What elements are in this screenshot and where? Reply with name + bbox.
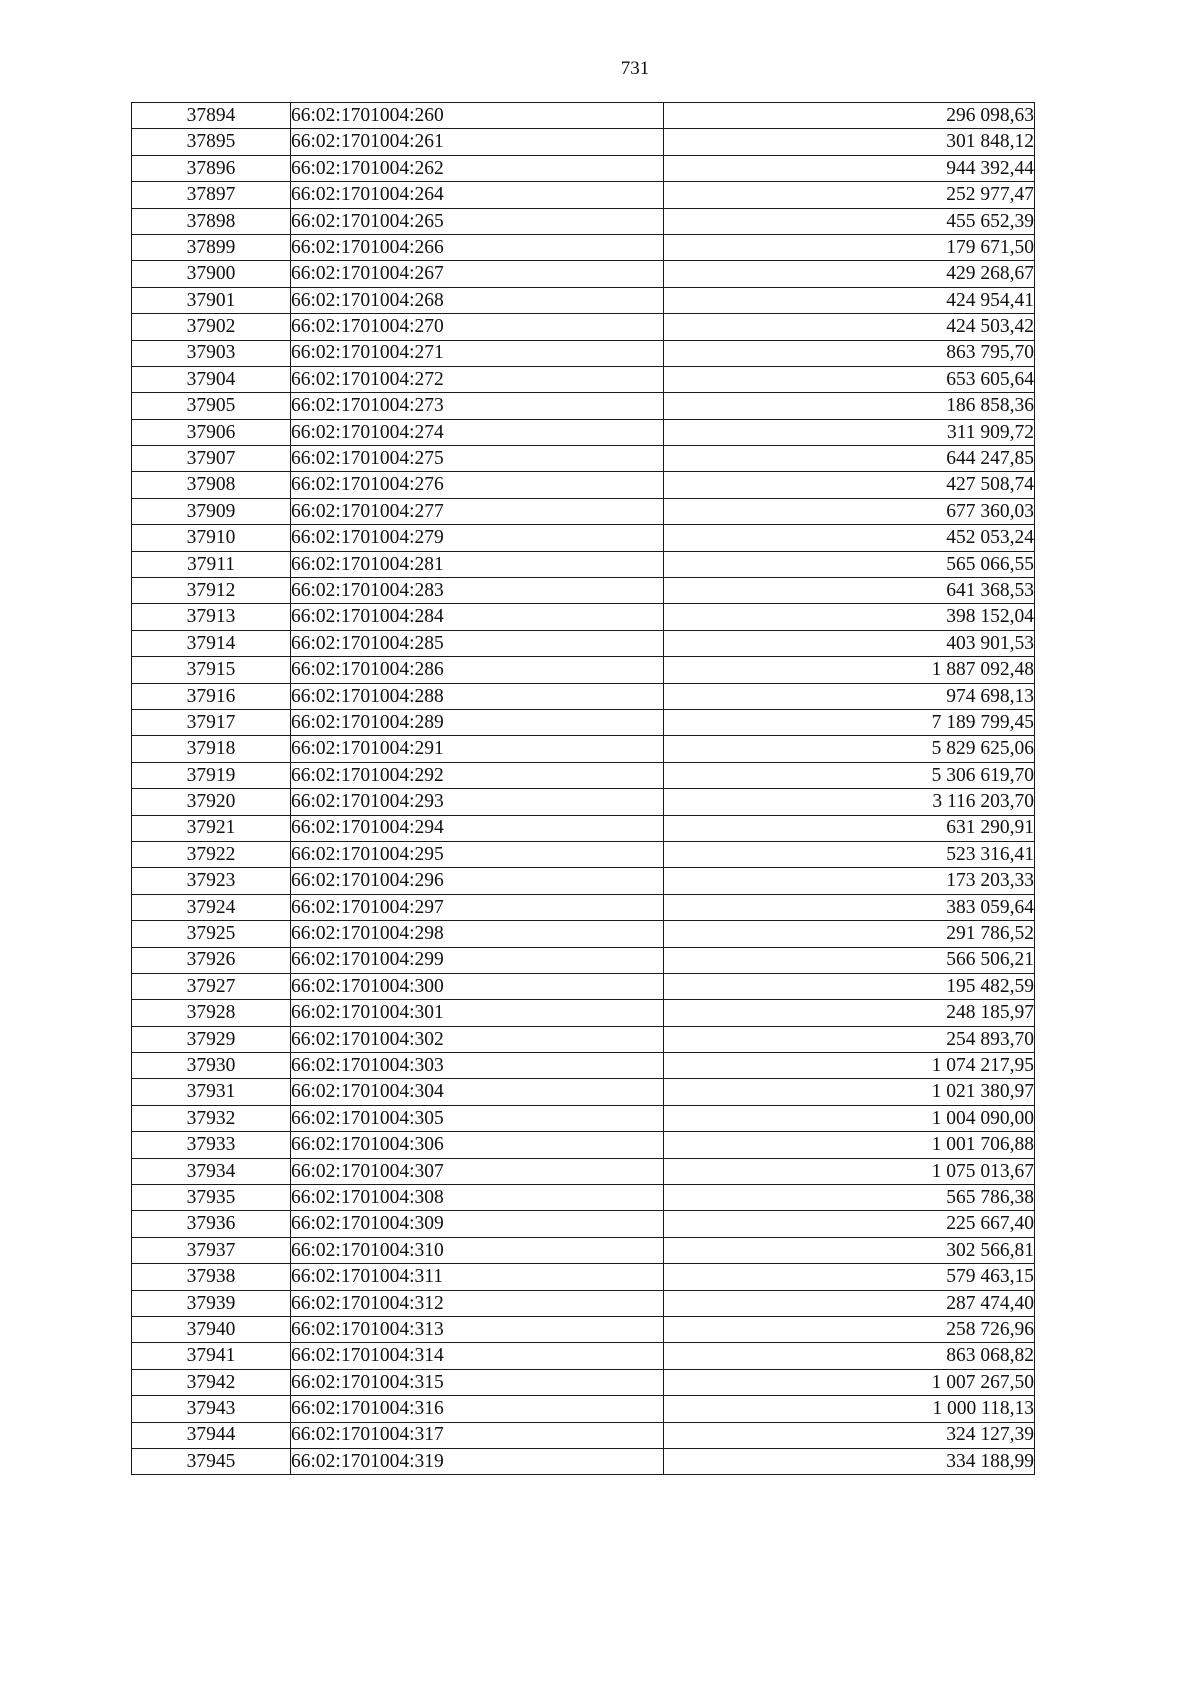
- row-number-cell: 37932: [132, 1105, 291, 1131]
- table-row: [132, 1000, 1035, 1026]
- row-number-cell: 37914: [132, 630, 291, 656]
- cadastral-number-cell: 66:02:1701004:260: [291, 103, 664, 129]
- cadastral-number-cell: 66:02:1701004:315: [291, 1369, 664, 1395]
- row-number-cell: 37939: [132, 1290, 291, 1316]
- table-row: [132, 1290, 1035, 1316]
- cadastral-number-cell: 66:02:1701004:286: [291, 657, 664, 683]
- cadastral-value-cell: 5 306 619,70: [664, 762, 1035, 788]
- cadastral-value-cell: 424 503,42: [664, 314, 1035, 340]
- cadastral-value-cell: 179 671,50: [664, 234, 1035, 260]
- cadastral-number-cell: 66:02:1701004:268: [291, 287, 664, 313]
- row-number-cell: 37942: [132, 1369, 291, 1395]
- table-row: [132, 815, 1035, 841]
- cadastral-number-cell: 66:02:1701004:262: [291, 155, 664, 181]
- cadastral-number-cell: 66:02:1701004:272: [291, 366, 664, 392]
- table-row: [132, 208, 1035, 234]
- cadastral-number-cell: 66:02:1701004:277: [291, 498, 664, 524]
- row-number-cell: 37944: [132, 1422, 291, 1448]
- table-row: [132, 1053, 1035, 1079]
- cadastral-value-cell: 383 059,64: [664, 894, 1035, 920]
- cadastral-value-cell: 429 268,67: [664, 261, 1035, 287]
- row-number-cell: 37912: [132, 578, 291, 604]
- row-number-cell: 37897: [132, 182, 291, 208]
- cadastral-number-cell: 66:02:1701004:288: [291, 683, 664, 709]
- cadastral-number-cell: 66:02:1701004:279: [291, 525, 664, 551]
- cadastral-value-cell: 186 858,36: [664, 393, 1035, 419]
- cadastral-number-cell: 66:02:1701004:294: [291, 815, 664, 841]
- table-row: [132, 630, 1035, 656]
- row-number-cell: 37921: [132, 815, 291, 841]
- row-number-cell: 37916: [132, 683, 291, 709]
- cadastral-number-cell: 66:02:1701004:265: [291, 208, 664, 234]
- cadastral-number-cell: 66:02:1701004:299: [291, 947, 664, 973]
- cadastral-number-cell: 66:02:1701004:313: [291, 1316, 664, 1342]
- table-row: [132, 578, 1035, 604]
- cadastral-value-cell: 225 667,40: [664, 1211, 1035, 1237]
- cadastral-value-cell: 398 152,04: [664, 604, 1035, 630]
- cadastral-value-cell: 1 001 706,88: [664, 1132, 1035, 1158]
- table-row: [132, 1316, 1035, 1342]
- table-row: [132, 604, 1035, 630]
- cadastral-number-cell: 66:02:1701004:276: [291, 472, 664, 498]
- table-row: [132, 709, 1035, 735]
- cadastral-value-cell: 565 786,38: [664, 1185, 1035, 1211]
- cadastral-value-cell: 523 316,41: [664, 841, 1035, 867]
- row-number-cell: 37935: [132, 1185, 291, 1211]
- row-number-cell: 37940: [132, 1316, 291, 1342]
- cadastral-number-cell: 66:02:1701004:296: [291, 868, 664, 894]
- table-row: [132, 287, 1035, 313]
- cadastral-value-cell: 579 463,15: [664, 1264, 1035, 1290]
- cadastral-value-cell: 302 566,81: [664, 1237, 1035, 1263]
- cadastral-number-cell: 66:02:1701004:308: [291, 1185, 664, 1211]
- row-number-cell: 37906: [132, 419, 291, 445]
- cadastral-value-cell: 1 075 013,67: [664, 1158, 1035, 1184]
- cadastral-value-cell: 677 360,03: [664, 498, 1035, 524]
- cadastral-value-cell: 863 795,70: [664, 340, 1035, 366]
- cadastral-value-cell: 324 127,39: [664, 1422, 1035, 1448]
- cadastral-number-cell: 66:02:1701004:303: [291, 1053, 664, 1079]
- row-number-cell: 37909: [132, 498, 291, 524]
- cadastral-number-cell: 66:02:1701004:310: [291, 1237, 664, 1263]
- cadastral-number-cell: 66:02:1701004:295: [291, 841, 664, 867]
- table-row: [132, 736, 1035, 762]
- table-row: [132, 868, 1035, 894]
- cadastral-value-cell: 1 074 217,95: [664, 1053, 1035, 1079]
- table-row: [132, 657, 1035, 683]
- table-row: [132, 314, 1035, 340]
- row-number-cell: 37925: [132, 921, 291, 947]
- cadastral-value-cell: 565 066,55: [664, 551, 1035, 577]
- cadastral-value-cell: 1 021 380,97: [664, 1079, 1035, 1105]
- table-row: [132, 1211, 1035, 1237]
- row-number-cell: 37929: [132, 1026, 291, 1052]
- cadastral-value-cell: 296 098,63: [664, 103, 1035, 129]
- row-number-cell: 37933: [132, 1132, 291, 1158]
- cadastral-number-cell: 66:02:1701004:285: [291, 630, 664, 656]
- table-row: [132, 1396, 1035, 1422]
- cadastral-number-cell: 66:02:1701004:304: [291, 1079, 664, 1105]
- table-row: [132, 498, 1035, 524]
- cadastral-value-cell: 566 506,21: [664, 947, 1035, 973]
- row-number-cell: 37898: [132, 208, 291, 234]
- row-number-cell: 37896: [132, 155, 291, 181]
- table-row: [132, 182, 1035, 208]
- row-number-cell: 37899: [132, 234, 291, 260]
- row-number-cell: 37915: [132, 657, 291, 683]
- row-number-cell: 37904: [132, 366, 291, 392]
- row-number-cell: 37923: [132, 868, 291, 894]
- row-number-cell: 37920: [132, 789, 291, 815]
- cadastral-value-cell: 258 726,96: [664, 1316, 1035, 1342]
- cadastral-number-cell: 66:02:1701004:300: [291, 973, 664, 999]
- cadastral-value-cell: 1 004 090,00: [664, 1105, 1035, 1131]
- cadastral-number-cell: 66:02:1701004:281: [291, 551, 664, 577]
- cadastral-value-cell: 455 652,39: [664, 208, 1035, 234]
- table-row: [132, 1105, 1035, 1131]
- cadastral-value-cell: 248 185,97: [664, 1000, 1035, 1026]
- cadastral-number-cell: 66:02:1701004:309: [291, 1211, 664, 1237]
- row-number-cell: 37943: [132, 1396, 291, 1422]
- cadastral-number-cell: 66:02:1701004:316: [291, 1396, 664, 1422]
- cadastral-number-cell: 66:02:1701004:292: [291, 762, 664, 788]
- row-number-cell: 37911: [132, 551, 291, 577]
- row-number-cell: 37901: [132, 287, 291, 313]
- cadastral-number-cell: 66:02:1701004:271: [291, 340, 664, 366]
- cadastral-number-cell: 66:02:1701004:312: [291, 1290, 664, 1316]
- table-row: [132, 551, 1035, 577]
- table-row: [132, 366, 1035, 392]
- row-number-cell: 37917: [132, 709, 291, 735]
- cadastral-number-cell: 66:02:1701004:264: [291, 182, 664, 208]
- row-number-cell: 37937: [132, 1237, 291, 1263]
- table-row: [132, 261, 1035, 287]
- table-row: [132, 1422, 1035, 1448]
- cadastral-value-cell: 427 508,74: [664, 472, 1035, 498]
- cadastral-value-cell: 173 203,33: [664, 868, 1035, 894]
- table-row: [132, 525, 1035, 551]
- cadastral-number-cell: 66:02:1701004:291: [291, 736, 664, 762]
- cadastral-value-cell: 1 887 092,48: [664, 657, 1035, 683]
- table-row: [132, 419, 1035, 445]
- row-number-cell: 37931: [132, 1079, 291, 1105]
- table-row: [132, 129, 1035, 155]
- row-number-cell: 37908: [132, 472, 291, 498]
- table-row: [132, 1079, 1035, 1105]
- table-row: [132, 1448, 1035, 1474]
- row-number-cell: 37902: [132, 314, 291, 340]
- cadastral-value-cell: 641 368,53: [664, 578, 1035, 604]
- row-number-cell: 37894: [132, 103, 291, 129]
- row-number-cell: 37919: [132, 762, 291, 788]
- cadastral-number-cell: 66:02:1701004:283: [291, 578, 664, 604]
- cadastral-number-cell: 66:02:1701004:305: [291, 1105, 664, 1131]
- cadastral-value-cell: 252 977,47: [664, 182, 1035, 208]
- row-number-cell: 37927: [132, 973, 291, 999]
- row-number-cell: 37918: [132, 736, 291, 762]
- cadastral-number-cell: 66:02:1701004:297: [291, 894, 664, 920]
- table-row: [132, 1237, 1035, 1263]
- cadastral-value-cell: 7 189 799,45: [664, 709, 1035, 735]
- cadastral-number-cell: 66:02:1701004:293: [291, 789, 664, 815]
- cadastral-value-cell: 287 474,40: [664, 1290, 1035, 1316]
- row-number-cell: 37924: [132, 894, 291, 920]
- row-number-cell: 37895: [132, 129, 291, 155]
- row-number-cell: 37938: [132, 1264, 291, 1290]
- table-row: [132, 1185, 1035, 1211]
- cadastral-value-cell: 5 829 625,06: [664, 736, 1035, 762]
- cadastral-number-cell: 66:02:1701004:267: [291, 261, 664, 287]
- cadastral-value-cell: 1 007 267,50: [664, 1369, 1035, 1395]
- cadastral-number-cell: 66:02:1701004:314: [291, 1343, 664, 1369]
- cadastral-number-cell: 66:02:1701004:298: [291, 921, 664, 947]
- cadastral-value-cell: 644 247,85: [664, 446, 1035, 472]
- row-number-cell: 37926: [132, 947, 291, 973]
- table-row: [132, 446, 1035, 472]
- cadastral-number-cell: 66:02:1701004:273: [291, 393, 664, 419]
- cadastral-number-cell: 66:02:1701004:302: [291, 1026, 664, 1052]
- cadastral-value-cell: 291 786,52: [664, 921, 1035, 947]
- cadastral-value-table: [131, 102, 1035, 1475]
- row-number-cell: 37936: [132, 1211, 291, 1237]
- cadastral-value-cell: 653 605,64: [664, 366, 1035, 392]
- table-row: [132, 894, 1035, 920]
- cadastral-number-cell: 66:02:1701004:301: [291, 1000, 664, 1026]
- cadastral-value-cell: 311 909,72: [664, 419, 1035, 445]
- table-row: [132, 1369, 1035, 1395]
- row-number-cell: 37941: [132, 1343, 291, 1369]
- cadastral-number-cell: 66:02:1701004:307: [291, 1158, 664, 1184]
- cadastral-number-cell: 66:02:1701004:270: [291, 314, 664, 340]
- row-number-cell: 37945: [132, 1448, 291, 1474]
- row-number-cell: 37903: [132, 340, 291, 366]
- cadastral-value-cell: 631 290,91: [664, 815, 1035, 841]
- table-row: [132, 1158, 1035, 1184]
- cadastral-number-cell: 66:02:1701004:284: [291, 604, 664, 630]
- cadastral-value-cell: 424 954,41: [664, 287, 1035, 313]
- table-row: [132, 762, 1035, 788]
- cadastral-number-cell: 66:02:1701004:289: [291, 709, 664, 735]
- cadastral-number-cell: 66:02:1701004:319: [291, 1448, 664, 1474]
- row-number-cell: 37900: [132, 261, 291, 287]
- table-row: [132, 155, 1035, 181]
- cadastral-number-cell: 66:02:1701004:274: [291, 419, 664, 445]
- table-row: [132, 1343, 1035, 1369]
- cadastral-value-cell: 1 000 118,13: [664, 1396, 1035, 1422]
- row-number-cell: 37910: [132, 525, 291, 551]
- table-row: [132, 340, 1035, 366]
- cadastral-value-cell: 863 068,82: [664, 1343, 1035, 1369]
- table-body: [132, 103, 1035, 1475]
- cadastral-value-cell: 944 392,44: [664, 155, 1035, 181]
- cadastral-number-cell: 66:02:1701004:261: [291, 129, 664, 155]
- row-number-cell: 37922: [132, 841, 291, 867]
- cadastral-value-cell: 452 053,24: [664, 525, 1035, 551]
- table-row: [132, 472, 1035, 498]
- row-number-cell: 37930: [132, 1053, 291, 1079]
- cadastral-value-cell: 301 848,12: [664, 129, 1035, 155]
- table-row: [132, 393, 1035, 419]
- table-row: [132, 789, 1035, 815]
- table-row: [132, 683, 1035, 709]
- table-row: [132, 1132, 1035, 1158]
- cadastral-number-cell: 66:02:1701004:306: [291, 1132, 664, 1158]
- cadastral-value-cell: 974 698,13: [664, 683, 1035, 709]
- table-row: [132, 103, 1035, 129]
- cadastral-number-cell: 66:02:1701004:275: [291, 446, 664, 472]
- table-row: [132, 1264, 1035, 1290]
- cadastral-value-cell: 195 482,59: [664, 973, 1035, 999]
- table-row: [132, 947, 1035, 973]
- row-number-cell: 37907: [132, 446, 291, 472]
- table-row: [132, 1026, 1035, 1052]
- row-number-cell: 37905: [132, 393, 291, 419]
- cadastral-value-cell: 254 893,70: [664, 1026, 1035, 1052]
- table-row: [132, 921, 1035, 947]
- table-row: [132, 973, 1035, 999]
- row-number-cell: 37913: [132, 604, 291, 630]
- table-row: [132, 841, 1035, 867]
- cadastral-number-cell: 66:02:1701004:266: [291, 234, 664, 260]
- table-row: [132, 234, 1035, 260]
- cadastral-number-cell: 66:02:1701004:311: [291, 1264, 664, 1290]
- cadastral-value-cell: 403 901,53: [664, 630, 1035, 656]
- cadastral-number-cell: 66:02:1701004:317: [291, 1422, 664, 1448]
- row-number-cell: 37934: [132, 1158, 291, 1184]
- cadastral-value-cell: 334 188,99: [664, 1448, 1035, 1474]
- page-number: 731: [620, 58, 650, 79]
- cadastral-value-cell: 3 116 203,70: [664, 789, 1035, 815]
- row-number-cell: 37928: [132, 1000, 291, 1026]
